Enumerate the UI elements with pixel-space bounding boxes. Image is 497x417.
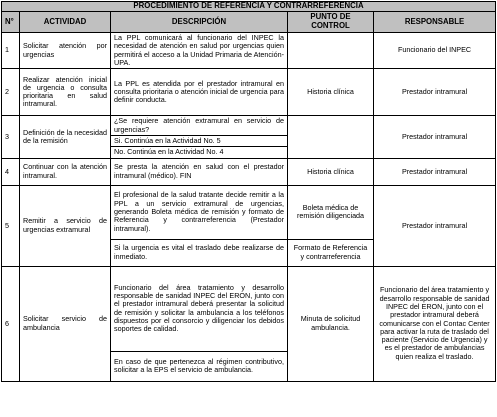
procedure-table — [1, 1, 496, 382]
table-row — [2, 33, 496, 69]
row-punto-control-format: Formato de Referencia y contrarreferencia — [288, 239, 374, 266]
row-responsable: Prestador intramural — [374, 116, 496, 159]
row-punto-control: Minuta de solicitud ambulancia. — [288, 266, 374, 381]
row-actividad: Solicitar atención por urgencias — [20, 33, 111, 69]
table-header-row — [2, 12, 496, 33]
row-responsable: Prestador intramural — [374, 158, 496, 185]
table-title: PROCEDIMIENTO DE REFERENCIA Y CONTRARREFERENCIA — [2, 2, 496, 12]
row-actividad: Realizar atención inicial de urgencia o consulta prioritaria en salud intramural. — [20, 69, 111, 116]
row-punto-control — [288, 33, 374, 69]
row-responsable: Prestador intramural — [374, 69, 496, 116]
row-number: 2 — [2, 69, 20, 116]
row-actividad: Solicitar servicio de ambulancia — [20, 266, 111, 381]
table-row — [2, 185, 496, 239]
row-descripcion-option-no: No. Continúa en la Actividad No. 4 — [111, 147, 288, 158]
header-punto-control: PUNTO DE CONTROL — [288, 12, 374, 33]
row-number: 4 — [2, 158, 20, 185]
row-actividad: Remitir a servicio de urgencias extramural — [20, 185, 111, 266]
header-actividad: ACTIVIDAD — [20, 12, 111, 33]
row-descripcion: Se presta la atención en salud con el prestador intramural (médico). FIN — [111, 158, 288, 185]
row-punto-control — [288, 116, 374, 159]
row-number: 3 — [2, 116, 20, 159]
table-row — [2, 116, 496, 136]
row-responsable: Funcionario del INPEC — [374, 33, 496, 69]
row-descripcion: La PPL es atendida por el prestador intramural en consulta prioritaria o atención inicial de urgencia para definir conducta. — [111, 69, 288, 116]
table-title-row — [2, 2, 496, 12]
row-punto-control: Historia clínica — [288, 69, 374, 116]
row-punto-control: Historia clínica — [288, 158, 374, 185]
row-number: 1 — [2, 33, 20, 69]
row-descripcion: Funcionario del área tratamiento y desarrollo responsable de sanidad INPEC del ERON, junto con el prestador intramural deberá presentar la solicitud de remisión y solicitar la ambulancia a los teléfonos dispuestos por el consorcio y diligenciar los debidos soportes de calidad. — [111, 266, 288, 351]
row-descripcion-note: Si la urgencia es vital el traslado debe realizarse de inmediato. — [111, 239, 288, 266]
header-responsable: RESPONSABLE — [374, 12, 496, 33]
table-row — [2, 266, 496, 351]
header-descripcion: DESCRIPCIÓN — [111, 12, 288, 33]
row-descripcion-option-yes: Si. Continúa en la Actividad No. 5 — [111, 136, 288, 147]
row-descripcion: El profesional de la salud tratante decide remitir a la PPL a un servicio extramural de urgencias, generando Boleta médica de remisión y formato de Referencia y contrarreferencia (Prestador intramural). — [111, 185, 288, 239]
row-actividad: Continuar con la atención intramural. — [20, 158, 111, 185]
row-number: 6 — [2, 266, 20, 381]
row-descripcion-note: En caso de que pertenezca al régimen contributivo, solicitar a la EPS el servicio de ambulancia. — [111, 351, 288, 381]
row-descripcion: La PPL comunicará al funcionario del INPEC la necesidad de atención en salud por urgencias quien permitirá el acceso a la Unidad Primaria de Atención-UPA. — [111, 33, 288, 69]
row-punto-control: Boleta médica de remisión diligenciada — [288, 185, 374, 239]
row-number: 5 — [2, 185, 20, 266]
table-row — [2, 158, 496, 185]
row-responsable: Funcionario del área tratamiento y desarrollo responsable de sanidad INPEC del ERON, junto con el prestador intramural deberá comunicarse con el Contac Center para activar la ruta de traslado del paciente (Servicio de Urgencia) y es el prestador de ambulancias quien realiza el traslado. — [374, 266, 496, 381]
row-responsable: Prestador intramural — [374, 185, 496, 266]
table-row — [2, 69, 496, 116]
row-descripcion-question: ¿Se requiere atención extramural en servicio de urgencias? — [111, 116, 288, 136]
header-num: N° — [2, 12, 20, 33]
row-actividad: Definición de la necesidad de la remisión — [20, 116, 111, 159]
